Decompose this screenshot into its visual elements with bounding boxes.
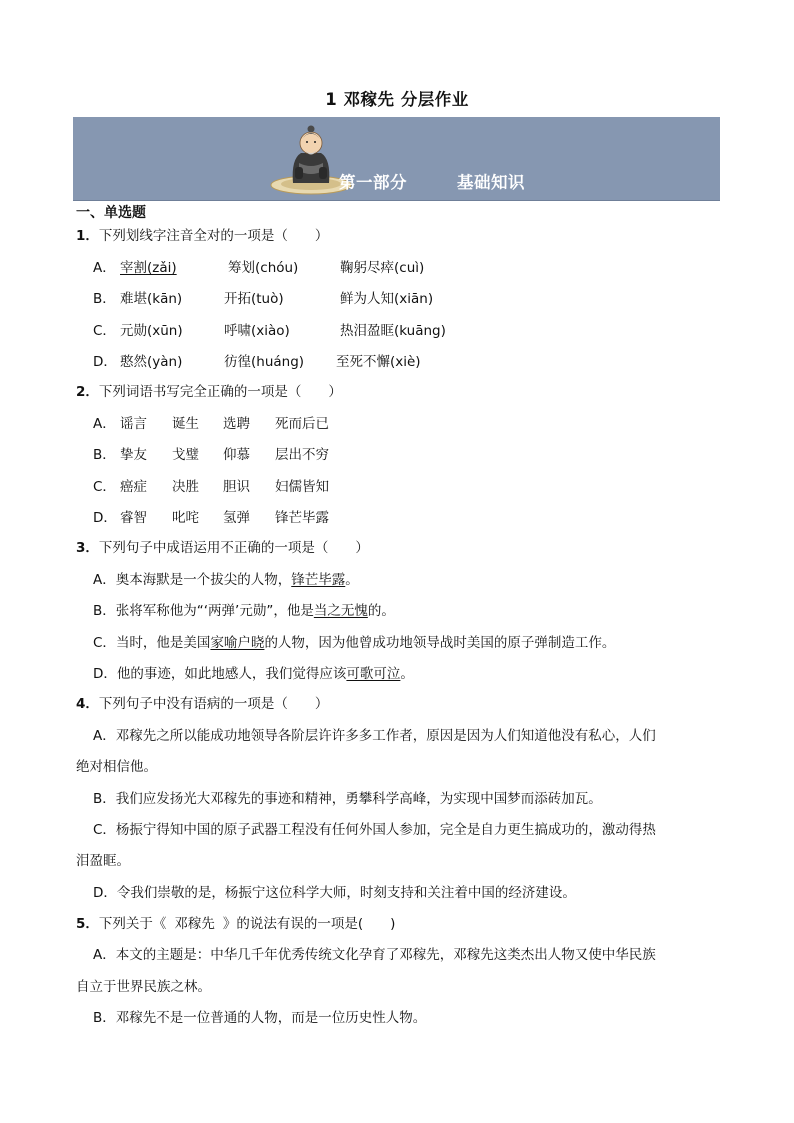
- q5-option-b: B．邓稼先不是一位普通的人物，而是一位历史性人物。: [93, 1010, 427, 1026]
- option-letter: A．: [93, 260, 116, 276]
- option-item-text: 宰割(zǎi): [120, 260, 177, 276]
- q2-option-c: [93, 478, 329, 496]
- option-item: 筹划(chóu): [228, 260, 299, 276]
- option-letter: A．: [93, 416, 116, 432]
- option-text-end: 。: [345, 572, 359, 588]
- option-item: 彷徨(huáng): [224, 354, 305, 370]
- q3-option-c: [93, 634, 615, 652]
- question-text: 下列词语书写完全正确的一项是（ ）: [98, 384, 342, 400]
- option-item: 元勋(xūn): [120, 323, 183, 339]
- option-item: 锋芒毕露: [275, 510, 329, 526]
- option-text-end: 。: [400, 666, 414, 682]
- option-text-end: 的。: [367, 603, 395, 619]
- q4-option-b: B．我们应发扬光大邓稼先的事迹和精神，勇攀科学高峰，为实现中国梦而添砖加瓦。: [93, 791, 602, 807]
- question-text: 下列关于《: [98, 916, 167, 932]
- option-item: 戈璧: [172, 447, 199, 463]
- option-item: 癌症: [120, 479, 147, 495]
- option-item: 鞠躬尽瘁(cuì): [340, 260, 425, 276]
- option-item: 睿智: [120, 510, 147, 526]
- question-text: 下列划线字注音全对的一项是（ ）: [98, 228, 329, 244]
- underlined-idiom: 家喻户晓: [210, 635, 265, 651]
- q3-option-b: [93, 602, 395, 620]
- option-item: 层出不穷: [275, 447, 329, 463]
- option-letter: C．: [93, 479, 116, 495]
- option-item: 呼啸(xiào): [224, 323, 290, 339]
- question-text: 下列句子中没有语病的一项是（ ）: [98, 696, 329, 712]
- q4-option-c-line1: C．杨振宁得知中国的原子武器工程没有任何外国人参加，完全是自力更生搞成功的，激动得热: [93, 822, 656, 838]
- underlined-idiom: 可歌可泣: [346, 666, 401, 682]
- question-number: 1．: [76, 228, 99, 244]
- option-item: 至死不懈(xiè): [336, 354, 421, 370]
- underlined-idiom: 当之无愧: [313, 603, 368, 619]
- q2-option-a: [93, 415, 329, 433]
- q4-option-d: D．令我们崇敬的是，杨振宁这位科学大师，时刻支持和关注着中国的经济建设。: [93, 885, 576, 901]
- q3-option-a: [93, 571, 359, 589]
- question-text-end: 》的说法有误的一项是( ): [222, 916, 396, 932]
- article-title: 邓稼先: [174, 916, 215, 932]
- option-item: 谣言: [120, 416, 147, 432]
- q1-option-c: [93, 322, 446, 340]
- page-title: 1 邓稼先 分层作业: [325, 90, 469, 109]
- option-item: 叱咤: [172, 510, 199, 526]
- option-item: 热泪盈眶(kuāng): [340, 323, 446, 339]
- q2-option-d: [93, 509, 329, 527]
- option-text: 他的事迹，如此地感人，我们觉得应该: [116, 666, 347, 682]
- option-item: 难堪(kān): [120, 291, 183, 307]
- section-heading: 一、单选题: [76, 205, 146, 221]
- option-item: 开拓(tuò): [224, 291, 284, 307]
- question-number: 4．: [76, 696, 99, 712]
- option-letter: D．: [93, 666, 117, 682]
- option-letter: C．: [93, 323, 116, 339]
- q1-option-a: [93, 259, 425, 277]
- q4-option-a-line1: A．邓稼先之所以能成功地领导各阶层许许多多工作者，原因是因为人们知道他没有私心，人们: [93, 728, 656, 744]
- option-item: 诞生: [172, 416, 199, 432]
- q1-option-d: [93, 353, 421, 371]
- q3-option-d: [93, 665, 414, 683]
- question-3-stem: [76, 539, 369, 557]
- option-text: 当时，他是美国: [115, 635, 211, 651]
- option-item: 死而后已: [275, 416, 329, 432]
- option-item: 憨然(yàn): [120, 354, 183, 370]
- option-letter: B．: [93, 291, 116, 307]
- question-4-stem: [76, 695, 328, 713]
- option-item: [120, 259, 177, 277]
- question-number: 2．: [76, 384, 99, 400]
- option-item: 妇儒皆知: [275, 479, 329, 495]
- option-item: 决胜: [172, 479, 199, 495]
- option-letter: D．: [93, 354, 117, 370]
- option-text: 奥本海默是一个拔尖的人物，: [115, 572, 292, 588]
- q5-option-a-line2: 自立于世界民族之林。: [76, 979, 211, 995]
- option-letter: C．: [93, 635, 116, 651]
- question-number: 3．: [76, 540, 99, 556]
- question-1-stem: [76, 227, 328, 245]
- option-letter: A．: [93, 572, 116, 588]
- banner-name: 基础知识: [456, 173, 525, 192]
- q2-option-b: [93, 446, 329, 464]
- question-number: 5．: [76, 916, 99, 932]
- option-item: 选聘: [223, 416, 250, 432]
- q1-option-b: [93, 290, 434, 308]
- option-item: 仰慕: [223, 447, 250, 463]
- option-text: 张将军称他为“‘两弹’元勋”，他是: [115, 603, 314, 619]
- question-2-stem: [76, 383, 342, 401]
- question-5-stem: [76, 915, 395, 933]
- banner-part: 第一部分: [339, 173, 407, 192]
- option-item: 氢弹: [223, 510, 250, 526]
- q4-option-a-line2: 绝对相信他。: [76, 759, 157, 775]
- q4-option-c-line2: 泪盈眶。: [76, 853, 130, 869]
- q5-option-a-line1: A．本文的主题是：中华几千年优秀传统文化孕育了邓稼先，邓稼先这类杰出人物又使中华民族: [93, 947, 656, 963]
- option-item: 胆识: [223, 479, 250, 495]
- underlined-idiom: 锋芒毕露: [291, 572, 346, 588]
- section-banner: [73, 117, 720, 201]
- option-text-end: 的人物，因为他曾成功地领导战时美国的原子弹制造工作。: [264, 635, 616, 651]
- option-letter: D．: [93, 510, 117, 526]
- question-text: 下列句子中成语运用不正确的一项是（ ）: [98, 540, 369, 556]
- option-item: 挚友: [120, 447, 147, 463]
- option-item: 鲜为人知(xiān): [340, 291, 434, 307]
- banner-heading: [339, 169, 525, 193]
- option-letter: B．: [93, 447, 116, 463]
- option-letter: B．: [93, 603, 116, 619]
